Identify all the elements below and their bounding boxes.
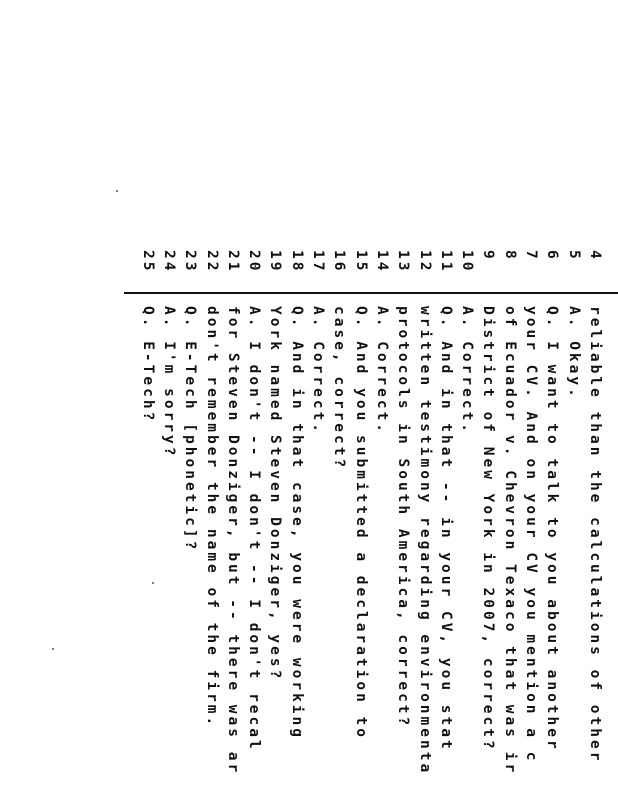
line-number: 17 [310,250,327,274]
line-number: 15 [352,250,369,274]
line-text: Q. And in that case, you were working [288,306,305,741]
line-number: 6 [544,250,561,262]
scan-speck [152,582,154,584]
line-text: Q. E-Tech [phonetic]? [182,306,199,553]
line-number: 9 [480,250,497,262]
line-number: 8 [501,250,518,262]
line-text: of Ecuador v. Chevron Texaco that was ir [501,306,518,776]
line-number: 20 [246,250,263,274]
line-text: Q. I want to talk to you about another [544,306,561,752]
line-text: A. Correct. [374,306,390,436]
line-number: 22 [203,250,220,274]
line-number: 19 [267,250,284,274]
line-text: District of New York in 2007, correct? [480,306,497,752]
line-text: A. Okay. [565,306,582,400]
line-text: A. Correct. [459,306,476,436]
line-text: A. I'm sorry? [161,306,177,459]
margin-rule [124,292,618,294]
line-number: 25 [139,250,156,274]
line-text: Q. E-Tech? [139,306,156,424]
line-text: Q. And in that -- in your CV, you stat [437,306,454,752]
line-number: 23 [182,250,199,274]
line-number: 7 [523,250,540,262]
line-text: reliable than the calculations of other [587,306,603,764]
line-text: for Steven Donziger, but -- there was ar [224,306,241,776]
line-number: 16 [331,250,348,274]
scan-speck [52,648,54,650]
line-text: written testimony regarding environmenta [416,306,433,776]
line-number: 11 [437,250,454,274]
line-number: 4 [587,250,603,262]
line-number: 18 [288,250,305,274]
line-number: 5 [565,250,582,262]
line-number: 13 [395,250,412,274]
line-text: protocols in South America, correct? [395,306,412,729]
scan-speck [116,190,118,192]
line-text: don't remember the name of the firm. [203,306,220,729]
line-number: 21 [224,250,241,274]
line-text: A. I don't -- I don't -- I don't recal [246,306,263,752]
line-text: case, correct? [331,306,348,471]
line-number: 24 [161,250,177,274]
line-number: 12 [416,250,433,274]
line-number: 10 [459,250,476,274]
line-number: 14 [374,250,390,274]
line-text: A. Correct. [310,306,327,436]
line-text: York named Steven Donziger, yes? [267,306,284,682]
line-text: your CV. And on your CV you mention a c [523,306,540,764]
line-text: Q. And you submitted a declaration to [352,306,369,741]
